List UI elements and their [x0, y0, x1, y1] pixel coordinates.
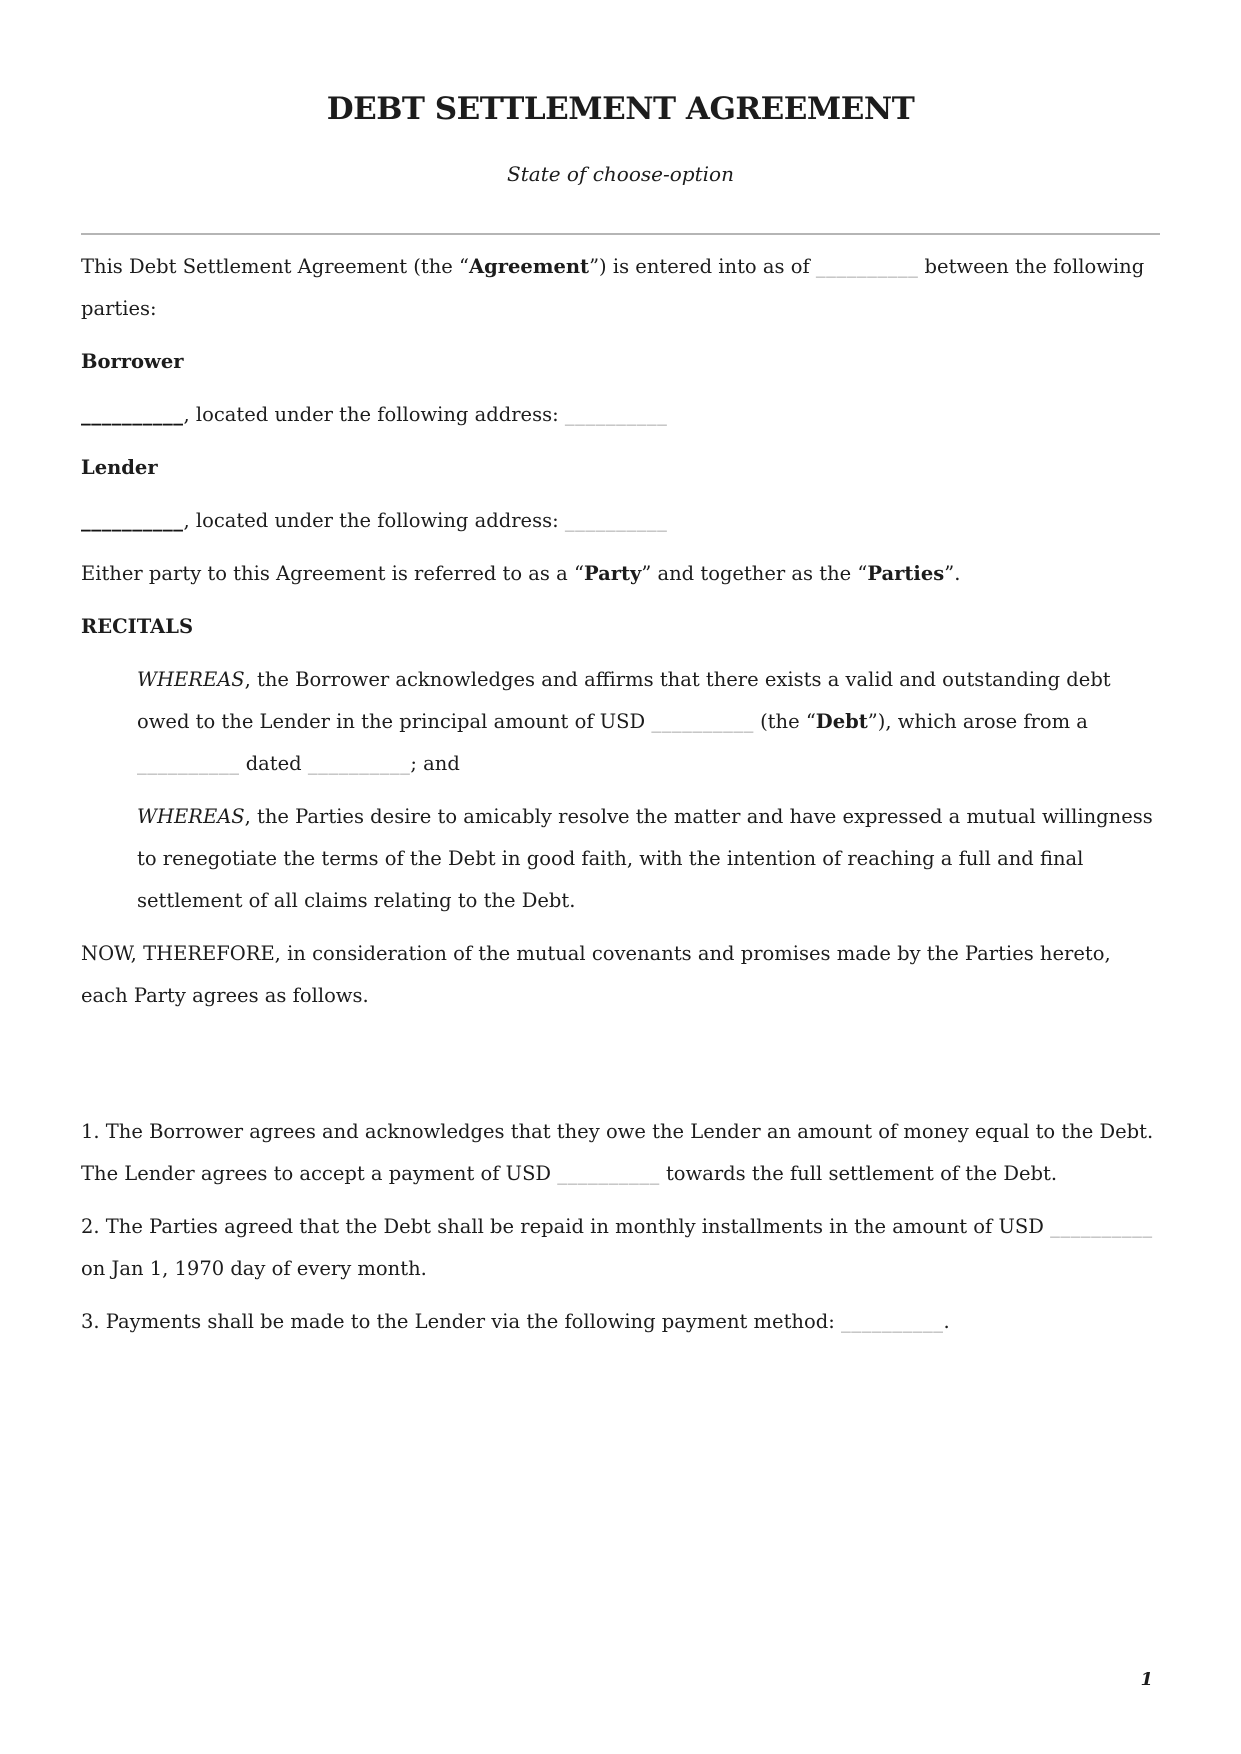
borrower-details-line — [81, 394, 1160, 436]
document-title: DEBT SETTLEMENT AGREEMENT — [326, 91, 915, 127]
text-segment: on Jan 1, 1970 day of every month. — [81, 1256, 427, 1280]
intro-paragraph — [81, 246, 1160, 330]
blank-field: __________ — [815, 254, 919, 278]
text-segment: ”), which arose from a — [867, 709, 1088, 733]
lender-heading: Lender — [81, 455, 158, 479]
borrower-heading: Borrower — [81, 349, 184, 373]
blank-field: __________ — [137, 751, 240, 775]
parties-definition-paragraph — [81, 553, 1160, 595]
text-segment: Party — [583, 561, 642, 585]
text-segment: ”. — [944, 561, 961, 585]
whereas-clause-2 — [137, 796, 1160, 922]
clause-2-paragraph — [81, 1206, 1160, 1290]
blank-field: __________ — [564, 402, 668, 426]
text-segment: ; and — [410, 751, 460, 775]
page-number: 1 — [1140, 1669, 1153, 1690]
section-spacer — [81, 1028, 1160, 1100]
blank-field: __________ — [81, 508, 184, 532]
text-segment: , located under the following address: — [183, 508, 565, 532]
text-segment: Agreement — [468, 254, 590, 278]
text-segment: NOW, THEREFORE, in consideration of the mutual covenants and promises made by the Parties hereto, each Party agrees as follows. — [81, 941, 1111, 1007]
blank-field: __________ — [307, 751, 411, 775]
blank-field: __________ — [840, 1309, 944, 1333]
recitals-heading: RECITALS — [81, 614, 194, 638]
text-segment: Parties — [867, 561, 945, 585]
text-segment: WHEREAS — [137, 667, 245, 691]
whereas-clause-1 — [137, 659, 1160, 785]
blank-field: __________ — [557, 1161, 660, 1185]
text-segment: 3. Payments shall be made to the Lender via the following payment method: — [81, 1309, 841, 1333]
text-segment: WHEREAS — [137, 804, 245, 828]
title-divider — [81, 233, 1160, 235]
text-segment: 1. The Borrower agrees and acknowledges that they owe the Lender an amount of money equal to the Debt. The Lender agrees to accept a payment of USD — [81, 1119, 1154, 1185]
text-segment: Either party to this Agreement is referred to as a “ — [81, 561, 584, 585]
text-segment: . — [943, 1309, 950, 1333]
text-segment: 2. The Parties agreed that the Debt shall be repaid in monthly installments in the amount of USD — [81, 1214, 1051, 1238]
clause-3-paragraph — [81, 1301, 1160, 1343]
blank-field: __________ — [1050, 1214, 1153, 1238]
blank-field: __________ — [651, 709, 754, 733]
blank-field: __________ — [81, 402, 184, 426]
text-segment: , the Borrower acknowledges and affirms that there exists a valid and outstanding debt owed to the Lender in the principal amount of USD — [137, 667, 1111, 733]
text-segment: towards the full settlement of the Debt. — [659, 1161, 1058, 1185]
text-segment: Debt — [815, 709, 868, 733]
now-therefore-paragraph — [81, 933, 1160, 1017]
blank-field: __________ — [564, 508, 668, 532]
text-segment: This Debt Settlement Agreement (the “ — [81, 254, 469, 278]
text-segment: (the “ — [753, 709, 816, 733]
text-segment: , located under the following address: — [183, 402, 565, 426]
text-segment: ” and together as the “ — [641, 561, 868, 585]
clause-1-paragraph — [81, 1111, 1160, 1195]
text-segment: dated — [239, 751, 308, 775]
text-segment: , the Parties desire to amicably resolve the matter and have expressed a mutual willingness to renegotiate the terms of the Debt in good faith, with the intention of reaching a full and final settlement of all claims relating to the Debt. — [137, 804, 1153, 912]
document-subtitle: State of choose-option — [507, 161, 734, 186]
lender-details-line — [81, 500, 1160, 542]
text-segment: ”) is entered into as of — [589, 254, 816, 278]
text-segment: between the following parties: — [81, 254, 1145, 320]
